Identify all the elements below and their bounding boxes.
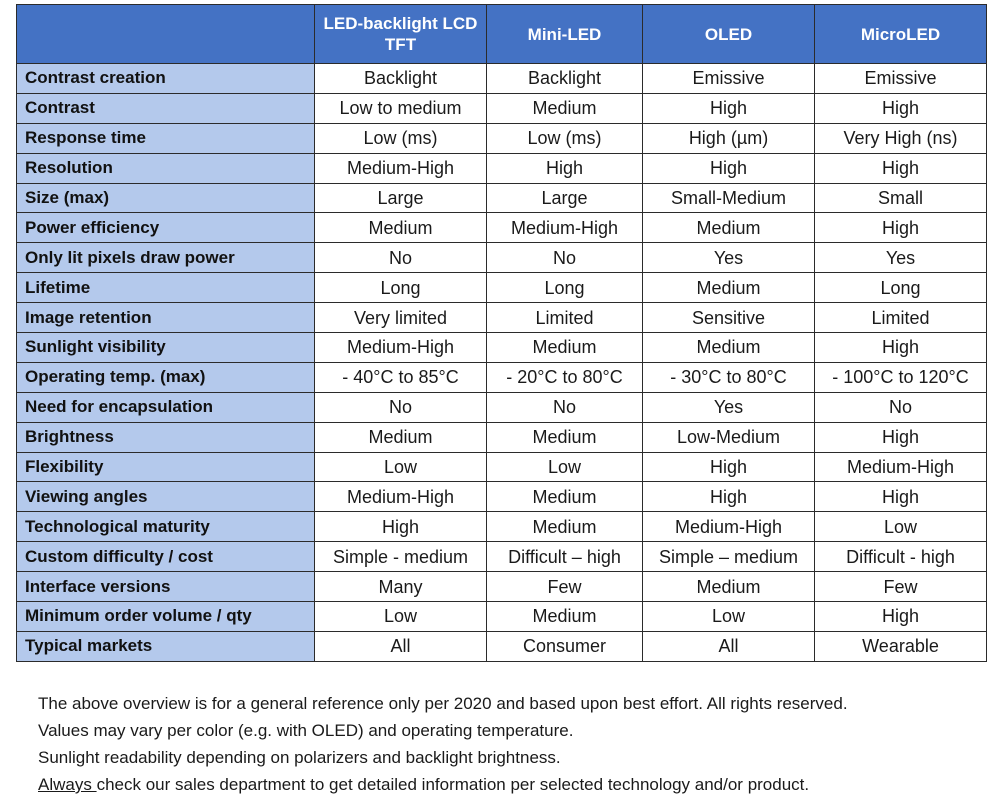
header-mini-led: Mini-LED (487, 5, 643, 64)
table-cell: Yes (643, 392, 815, 422)
table-cell: No (487, 392, 643, 422)
footnote-line (38, 771, 988, 798)
row-label: Custom difficulty / cost (17, 542, 315, 572)
table-row (17, 213, 987, 243)
table-cell: Medium (643, 273, 815, 303)
table-row (17, 333, 987, 363)
table-cell: Difficult – high (487, 542, 643, 572)
table-cell: Very High (ns) (815, 123, 987, 153)
row-label: Resolution (17, 153, 315, 183)
table-cell: No (815, 392, 987, 422)
header-microled: MicroLED (815, 5, 987, 64)
table-cell: High (815, 422, 987, 452)
table-cell: High (815, 602, 987, 632)
table-cell: Long (315, 273, 487, 303)
table-cell: Medium-High (487, 213, 643, 243)
footnote-line: Values may vary per color (e.g. with OLED) and operating temperature. (38, 721, 574, 740)
table-row (17, 273, 987, 303)
footnote-line: The above overview is for a general reference only per 2020 and based upon best effort. All rights reserved. (38, 694, 848, 713)
row-label: Operating temp. (max) (17, 362, 315, 392)
table-cell: Low (315, 602, 487, 632)
table-cell: - 100°C to 120°C (815, 362, 987, 392)
table-cell: High (643, 482, 815, 512)
row-label: Response time (17, 123, 315, 153)
table-cell: All (315, 631, 487, 661)
table-cell: Consumer (487, 631, 643, 661)
table-cell: Backlight (487, 64, 643, 94)
row-label: Flexibility (17, 452, 315, 482)
table-cell: Wearable (815, 631, 987, 661)
row-label: Sunlight visibility (17, 333, 315, 363)
row-label: Interface versions (17, 572, 315, 602)
table-cell: Medium (487, 512, 643, 542)
table-row (17, 422, 987, 452)
table-cell: Low (315, 452, 487, 482)
table-row (17, 482, 987, 512)
table-row (17, 243, 987, 273)
table-cell: High (815, 213, 987, 243)
table-cell: Few (815, 572, 987, 602)
table-cell: No (487, 243, 643, 273)
table-cell: Medium (487, 333, 643, 363)
table-cell: - 40°C to 85°C (315, 362, 487, 392)
row-label: Power efficiency (17, 213, 315, 243)
footnote-line-rest: check our sales department to get detailed information per selected technology and/or product. (96, 775, 810, 794)
table-cell: Low (643, 602, 815, 632)
table-cell: Medium (487, 93, 643, 123)
table-cell: - 20°C to 80°C (487, 362, 643, 392)
table-row (17, 303, 987, 333)
table-cell: High (643, 93, 815, 123)
table-row (17, 542, 987, 572)
footnote-line: Sunlight readability depending on polarizers and backlight brightness. (38, 748, 561, 767)
table-cell: Medium (315, 422, 487, 452)
row-label: Image retention (17, 303, 315, 333)
table-cell: Simple - medium (315, 542, 487, 572)
table-row (17, 183, 987, 213)
table-cell: Medium (643, 333, 815, 363)
table-cell: Backlight (315, 64, 487, 94)
table-cell: Large (315, 183, 487, 213)
row-label: Lifetime (17, 273, 315, 303)
table-cell: Yes (643, 243, 815, 273)
row-label: Contrast creation (17, 64, 315, 94)
row-label: Viewing angles (17, 482, 315, 512)
table-cell: Medium (315, 213, 487, 243)
table-cell: Very limited (315, 303, 487, 333)
table-row (17, 602, 987, 632)
table-cell: Small-Medium (643, 183, 815, 213)
header-lcd-tft: LED-backlight LCD TFT (315, 5, 487, 64)
table-cell: Low-Medium (643, 422, 815, 452)
table-cell: Long (815, 273, 987, 303)
table-row (17, 392, 987, 422)
table-cell: Emissive (643, 64, 815, 94)
table-cell: - 30°C to 80°C (643, 362, 815, 392)
table-cell: Emissive (815, 64, 987, 94)
table-cell: Medium-High (315, 153, 487, 183)
table-cell: Medium-High (643, 512, 815, 542)
header-row (17, 5, 987, 64)
table-cell: Low (487, 452, 643, 482)
table-cell: Medium (487, 482, 643, 512)
footnotes (38, 690, 988, 798)
table-cell: High (643, 153, 815, 183)
table-row (17, 123, 987, 153)
table-cell: High (815, 153, 987, 183)
table-cell: Limited (487, 303, 643, 333)
row-label: Size (max) (17, 183, 315, 213)
table-cell: Medium (487, 422, 643, 452)
table-cell: Low (ms) (487, 123, 643, 153)
row-label: Typical markets (17, 631, 315, 661)
table-cell: High (815, 482, 987, 512)
row-label: Brightness (17, 422, 315, 452)
table-cell: Medium (643, 572, 815, 602)
table-cell: High (815, 93, 987, 123)
table-cell: High (643, 452, 815, 482)
table-row (17, 362, 987, 392)
row-label: Only lit pixels draw power (17, 243, 315, 273)
table-cell: High (315, 512, 487, 542)
table-row (17, 452, 987, 482)
table-cell: Many (315, 572, 487, 602)
table-row (17, 631, 987, 661)
table-row (17, 512, 987, 542)
table-cell: No (315, 392, 487, 422)
table-cell: Medium-High (315, 482, 487, 512)
table-cell: Few (487, 572, 643, 602)
table-cell: Medium (643, 213, 815, 243)
table-cell: Large (487, 183, 643, 213)
row-label: Contrast (17, 93, 315, 123)
table-cell: Medium-High (315, 333, 487, 363)
table-row (17, 572, 987, 602)
table-cell: Sensitive (643, 303, 815, 333)
table-cell: Long (487, 273, 643, 303)
header-oled: OLED (643, 5, 815, 64)
comparison-table (16, 4, 987, 662)
table-cell: Medium-High (815, 452, 987, 482)
table-cell: Medium (487, 602, 643, 632)
table-row (17, 93, 987, 123)
underlined-word: Always (38, 775, 97, 794)
table-cell: High (815, 333, 987, 363)
table-cell: High (µm) (643, 123, 815, 153)
table-row (17, 153, 987, 183)
table-cell: Difficult - high (815, 542, 987, 572)
table-cell: All (643, 631, 815, 661)
table-cell: Small (815, 183, 987, 213)
header-corner-cell (17, 5, 315, 64)
table-cell: Limited (815, 303, 987, 333)
table-cell: Simple – medium (643, 542, 815, 572)
table-cell: Yes (815, 243, 987, 273)
table-row (17, 64, 987, 94)
row-label: Technological maturity (17, 512, 315, 542)
table-cell: No (315, 243, 487, 273)
table-cell: Low (ms) (315, 123, 487, 153)
row-label: Need for encapsulation (17, 392, 315, 422)
table-cell: Low (815, 512, 987, 542)
table-cell: High (487, 153, 643, 183)
table-cell: Low to medium (315, 93, 487, 123)
row-label: Minimum order volume / qty (17, 602, 315, 632)
